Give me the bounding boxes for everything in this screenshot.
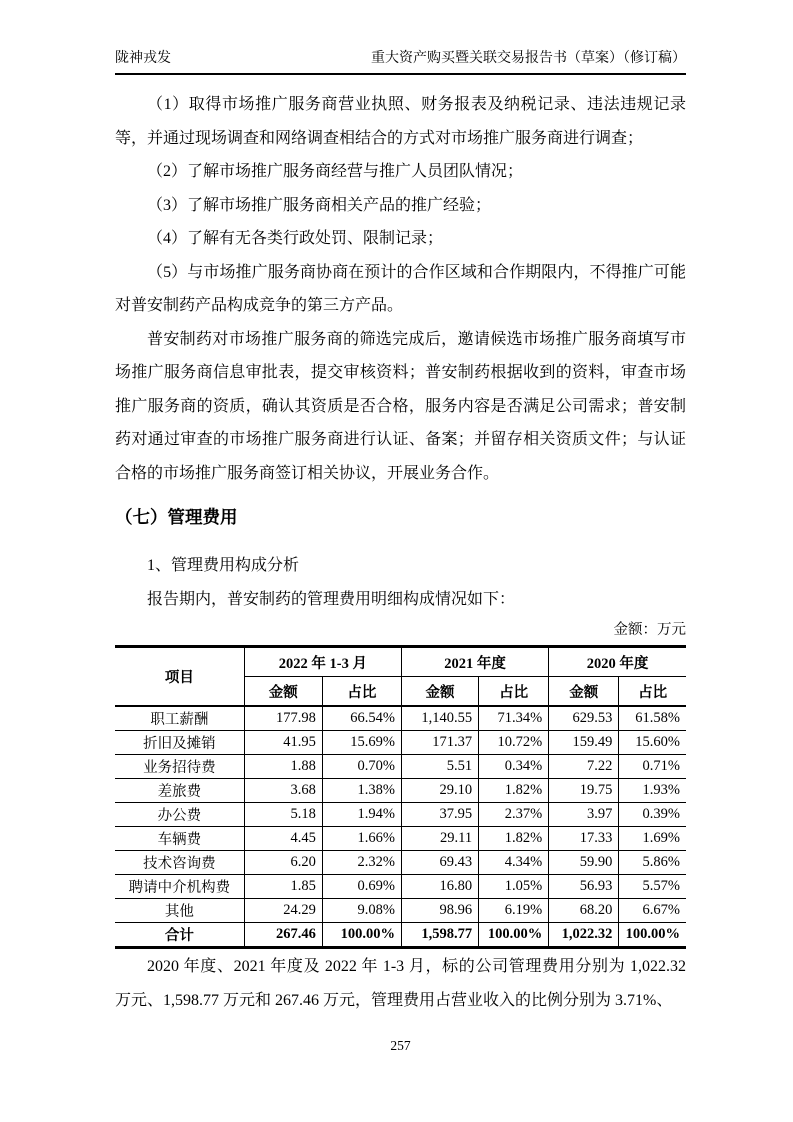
row-item-label: 技术咨询费 bbox=[115, 851, 244, 875]
table-row bbox=[115, 875, 686, 899]
row-value-cell: 17.33 bbox=[549, 827, 619, 851]
row-value-cell: 68.20 bbox=[549, 899, 619, 923]
row-value-cell: 0.70% bbox=[322, 755, 401, 779]
row-value-cell: 29.11 bbox=[401, 827, 478, 851]
row-value-cell: 66.54% bbox=[322, 706, 401, 731]
procedure-item-4: （4）了解有无各类行政处罚、限制记录； bbox=[147, 230, 444, 247]
page-content bbox=[115, 88, 686, 1054]
row-value-cell: 29.10 bbox=[401, 779, 478, 803]
row-value-cell: 7.22 bbox=[549, 755, 619, 779]
row-value-cell: 16.80 bbox=[401, 875, 478, 899]
row-value-cell: 159.49 bbox=[549, 731, 619, 755]
row-value-cell: 2.32% bbox=[322, 851, 401, 875]
table-unit-note: 金额：万元 bbox=[613, 622, 686, 638]
row-value-cell: 41.95 bbox=[244, 731, 322, 755]
row-value-cell: 1.94% bbox=[322, 803, 401, 827]
table-total-row bbox=[115, 923, 686, 948]
table-row bbox=[115, 851, 686, 875]
row-value-cell: 3.97 bbox=[549, 803, 619, 827]
row-value-cell: 19.75 bbox=[549, 779, 619, 803]
row-item-label: 折旧及摊销 bbox=[115, 731, 244, 755]
row-value-cell: 0.34% bbox=[479, 755, 549, 779]
expense-table-body bbox=[115, 706, 686, 948]
row-value-cell: 1.93% bbox=[619, 779, 686, 803]
row-value-cell: 6.67% bbox=[619, 899, 686, 923]
procedure-item-3: （3）了解市场推广服务商相关产品的推广经验； bbox=[147, 196, 492, 214]
row-value-cell: 15.60% bbox=[619, 731, 686, 755]
row-value-cell: 1.88 bbox=[244, 755, 322, 779]
table-row bbox=[115, 731, 686, 755]
table-header-row-periods bbox=[115, 647, 686, 677]
header-cell-period-2021: 2021 年度 bbox=[401, 647, 548, 677]
admin-expense-table bbox=[115, 645, 686, 949]
header-cell-ratio-2022: 占比 bbox=[322, 677, 401, 707]
table-row bbox=[115, 755, 686, 779]
header-cell-ratio-2021: 占比 bbox=[479, 677, 549, 707]
row-value-cell: 1.38% bbox=[322, 779, 401, 803]
row-item-label: 车辆费 bbox=[115, 827, 244, 851]
row-item-label: 业务招待费 bbox=[115, 755, 244, 779]
row-value-cell: 5.51 bbox=[401, 755, 478, 779]
row-value-cell: 5.57% bbox=[619, 875, 686, 899]
row-value-cell: 1,598.77 bbox=[401, 923, 478, 948]
procedure-item-2: （2）了解市场推广服务商经营与推广人员团队情况； bbox=[147, 163, 524, 180]
row-value-cell: 10.72% bbox=[479, 731, 549, 755]
row-value-cell: 59.90 bbox=[549, 851, 619, 875]
row-value-cell: 56.93 bbox=[549, 875, 619, 899]
row-value-cell: 100.00% bbox=[619, 923, 686, 948]
header-cell-ratio-2020: 占比 bbox=[619, 677, 686, 707]
row-value-cell: 24.29 bbox=[244, 899, 322, 923]
section-intro: 报告期内，普安制药的管理费用明细构成情况如下： bbox=[147, 590, 516, 608]
row-value-cell: 0.71% bbox=[619, 755, 686, 779]
header-cell-item: 项目 bbox=[115, 647, 244, 707]
row-value-cell: 4.45 bbox=[244, 827, 322, 851]
row-item-label: 差旅费 bbox=[115, 779, 244, 803]
row-value-cell: 1,022.32 bbox=[549, 923, 619, 948]
row-value-cell: 98.96 bbox=[401, 899, 478, 923]
table-row bbox=[115, 803, 686, 827]
row-item-label: 聘请中介机构费 bbox=[115, 875, 244, 899]
header-cell-period-2020: 2020 年度 bbox=[549, 647, 686, 677]
row-value-cell: 1.82% bbox=[479, 779, 549, 803]
header-cell-period-2022: 2022 年 1-3 月 bbox=[244, 647, 401, 677]
row-value-cell: 9.08% bbox=[322, 899, 401, 923]
row-value-cell: 1.85 bbox=[244, 875, 322, 899]
row-value-cell: 100.00% bbox=[479, 923, 549, 948]
row-value-cell: 1.05% bbox=[479, 875, 549, 899]
row-value-cell: 2.37% bbox=[479, 803, 549, 827]
row-value-cell: 177.98 bbox=[244, 706, 322, 731]
section-heading: （七）管理费用 bbox=[115, 507, 238, 527]
row-value-cell: 100.00% bbox=[322, 923, 401, 948]
row-item-label: 其他 bbox=[115, 899, 244, 923]
row-value-cell: 267.46 bbox=[244, 923, 322, 948]
header-doc-short-name: 陇神戎发 bbox=[115, 51, 171, 66]
row-value-cell: 69.43 bbox=[401, 851, 478, 875]
table-row bbox=[115, 827, 686, 851]
header-doc-full-title: 重大资产购买暨关联交易报告书（草案）（修订稿） bbox=[371, 51, 686, 66]
row-value-cell: 0.39% bbox=[619, 803, 686, 827]
table-row bbox=[115, 779, 686, 803]
row-value-cell: 71.34% bbox=[479, 706, 549, 731]
row-value-cell: 5.18 bbox=[244, 803, 322, 827]
row-value-cell: 4.34% bbox=[479, 851, 549, 875]
table-row bbox=[115, 899, 686, 923]
row-value-cell: 15.69% bbox=[322, 731, 401, 755]
closing-paragraph: 2020 年度、2021 年度及 2022 年 1-3 月，标的公司管理费用分别为 1,022.32 万元、1,598.77 万元和 267.46 万元，管理费用占营业收入的比例分别为 3.71%、 bbox=[115, 958, 686, 1009]
row-value-cell: 3.68 bbox=[244, 779, 322, 803]
row-value-cell: 1.66% bbox=[322, 827, 401, 851]
header-cell-amount-2022: 金额 bbox=[244, 677, 322, 707]
table-row bbox=[115, 706, 686, 731]
row-value-cell: 1.69% bbox=[619, 827, 686, 851]
row-value-cell: 37.95 bbox=[401, 803, 478, 827]
screening-paragraph: 普安制药对市场推广服务商的筛选完成后，邀请候选市场推广服务商填写市场推广服务商信息审批表，提交审核资料；普安制药根据收到的资料，审查市场推广服务商的资质，确认其资质是否合格，服务内容是否满足公司需求；普安制药对通过审查的市场推广服务商进行认证、备案；并留存相关资质文件；与认证合格的市场推广服务商签订相关协议，开展业务合作。 bbox=[115, 330, 686, 482]
row-value-cell: 5.86% bbox=[619, 851, 686, 875]
section-subheading: 1、管理费用构成分析 bbox=[147, 557, 300, 574]
table-header bbox=[115, 647, 686, 707]
header-cell-amount-2021: 金额 bbox=[401, 677, 478, 707]
row-value-cell: 61.58% bbox=[619, 706, 686, 731]
row-item-label: 办公费 bbox=[115, 803, 244, 827]
procedure-item-1: （1）取得市场推广服务商营业执照、财务报表及纳税记录、违法违规记录等，并通过现场调查和网络调查相结合的方式对市场推广服务商进行调查； bbox=[115, 96, 686, 147]
row-value-cell: 171.37 bbox=[401, 731, 478, 755]
row-value-cell: 0.69% bbox=[322, 875, 401, 899]
page-number: 257 bbox=[390, 1038, 411, 1053]
row-value-cell: 629.53 bbox=[549, 706, 619, 731]
row-value-cell: 1.82% bbox=[479, 827, 549, 851]
row-item-label: 职工薪酬 bbox=[115, 706, 244, 731]
row-item-label: 合计 bbox=[115, 923, 244, 948]
row-value-cell: 6.19% bbox=[479, 899, 549, 923]
row-value-cell: 6.20 bbox=[244, 851, 322, 875]
procedure-item-5: （5）与市场推广服务商协商在预计的合作区域和合作期限内，不得推广可能对普安制药产品构成竞争的第三方产品。 bbox=[115, 263, 686, 314]
row-value-cell: 1,140.55 bbox=[401, 706, 478, 731]
page-header bbox=[115, 0, 686, 75]
header-cell-amount-2020: 金额 bbox=[549, 677, 619, 707]
